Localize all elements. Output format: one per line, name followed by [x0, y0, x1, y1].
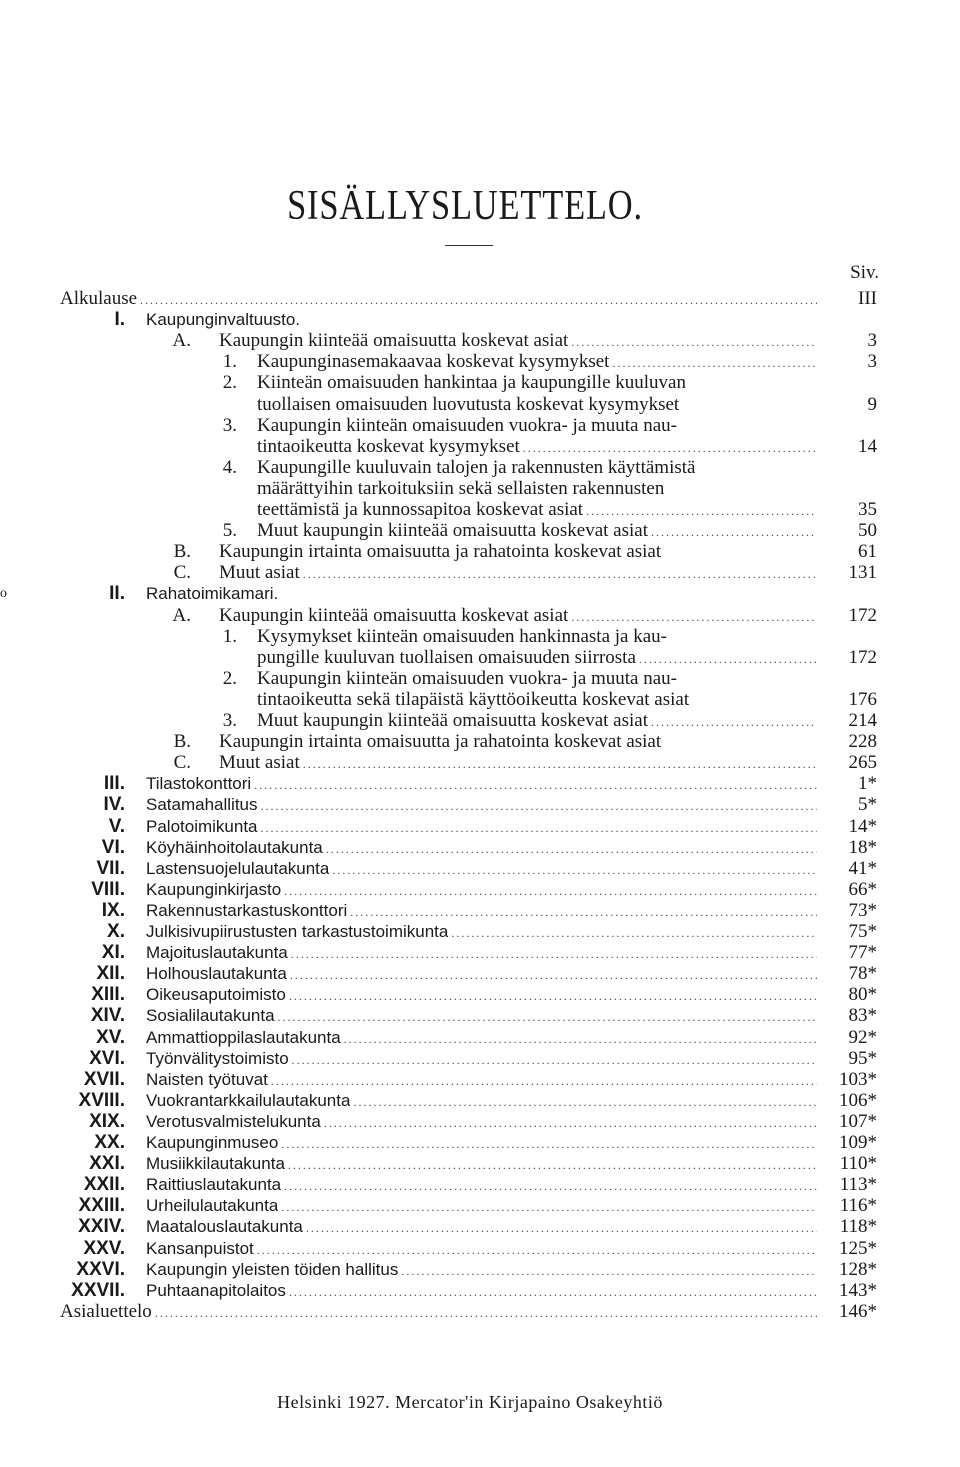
toc-entry: [0, 1153, 960, 1174]
toc-entry: [0, 1195, 960, 1216]
toc-entry-title: Kaupungin kiinteän omaisuuden vuokra- ja muuta nau-: [257, 414, 678, 436]
toc-entry-title: Palotoimikunta: [146, 816, 258, 836]
dot-leader: [306, 1218, 817, 1239]
toc-entry-page: 176: [848, 688, 877, 710]
toc-entry-number: XV.: [96, 1026, 125, 1048]
dot-leader: [254, 775, 817, 796]
toc-entry-title: Muut asiat: [219, 562, 300, 584]
toc-entry: [0, 330, 960, 351]
toc-entry-page: III: [858, 288, 877, 309]
toc-entry: [0, 1174, 960, 1195]
toc-entry-number: B.: [173, 541, 191, 563]
toc-entry-page: 73*: [848, 899, 877, 921]
toc-entry-number: XVIII.: [78, 1089, 125, 1111]
toc-entry-title: Lastensuojelulautakunta: [146, 858, 330, 878]
imprint-footer: Helsinki 1927. Mercator'in Kirjapaino Osakeyhtiö: [277, 1392, 663, 1412]
toc-entry-title: Musiikkilautakunta: [146, 1154, 285, 1174]
dot-leader: [639, 649, 817, 670]
toc-entry-page: 14: [858, 435, 877, 457]
dot-leader: [350, 902, 817, 923]
toc-entry: [0, 351, 960, 372]
toc-entry-page: 14*: [848, 815, 877, 837]
toc-entry-page: 41*: [848, 857, 877, 879]
toc-entry: [0, 626, 960, 647]
dot-leader: [257, 1240, 817, 1261]
toc-entry-number: B.: [173, 731, 191, 753]
toc-entry: [0, 372, 960, 393]
toc-entry-page: 75*: [848, 921, 877, 942]
toc-entry: [0, 984, 960, 1005]
toc-entry: [0, 794, 960, 815]
dot-leader: [292, 1050, 817, 1071]
toc-entry-number: A.: [172, 604, 191, 626]
toc-entry: [0, 1238, 960, 1259]
dot-leader: [289, 986, 817, 1007]
dot-leader: [571, 332, 817, 353]
toc-entry: [0, 605, 960, 626]
toc-entry-title: Vuokrantarkkailulautakunta: [146, 1090, 351, 1110]
toc-entry-page: 9: [867, 393, 877, 415]
toc-entry-page: 172: [848, 646, 877, 668]
toc-entry-page: 131: [848, 562, 877, 584]
toc-entry: [0, 1069, 960, 1090]
dot-leader: [332, 860, 817, 881]
dot-leader: [651, 522, 817, 543]
toc-entry-title: Satamahallitus: [146, 795, 258, 815]
toc-entry: [0, 562, 960, 583]
toc-entry: [0, 942, 960, 963]
toc-entry-title: Köyhäinhoitolautakunta: [146, 837, 323, 857]
page-column-header: Siv.: [850, 262, 879, 283]
dot-leader: [290, 965, 817, 986]
toc-entry-page: 107*: [839, 1110, 877, 1132]
toc-entry-page: 146*: [839, 1300, 877, 1322]
toc-entry: [0, 457, 960, 478]
toc-entry-number: XXI.: [89, 1153, 125, 1175]
toc-entry-title: Verotusvalmistelukunta: [146, 1111, 321, 1131]
toc-entry-title: teettämistä ja kunnossapitoa koskevat asiat: [257, 499, 584, 520]
dot-leader: [523, 438, 817, 459]
toc-entry-number: C.: [173, 752, 191, 774]
toc-entry-page: 18*: [848, 836, 877, 858]
toc-entry-number: XVI.: [89, 1047, 125, 1069]
dot-leader: [401, 1261, 817, 1282]
toc-entry-title: pungille kuuluvan tuollaisen omaisuuden siirrosta: [257, 646, 636, 668]
toc-entry-page: 143*: [839, 1279, 877, 1301]
toc-entry: [0, 415, 960, 436]
toc-entry-title: Muut kaupungin kiinteää omaisuutta koskevat asiat: [257, 520, 649, 542]
toc-entry-title: Kaupungin kiinteää omaisuutta koskevat asiat: [219, 330, 569, 352]
toc-entry-page: 228: [848, 731, 877, 753]
toc-entry-number: 3.: [222, 710, 237, 731]
toc-entry-page: 3: [867, 330, 877, 352]
toc-entry: [0, 288, 960, 309]
toc-entry-title: Työnvälitystoimisto: [146, 1048, 289, 1068]
toc-entry: [0, 499, 960, 520]
toc-entry-number: C.: [173, 562, 191, 584]
toc-entry-title: Oikeusaputoimisto: [146, 985, 286, 1005]
toc-entry: [0, 394, 960, 415]
toc-entry-number: XI.: [101, 942, 125, 964]
toc-entry-title: Kaupungin kiinteää omaisuutta koskevat asiat: [219, 604, 569, 626]
toc-entry-title: Kaupunginasemakaavaa koskevat kysymykset: [257, 351, 610, 373]
dot-leader: [571, 607, 817, 628]
toc-entry-title: Kaupungin irtainta omaisuutta ja rahatointa koskevat asiat: [219, 541, 662, 563]
toc-entry: [0, 1301, 960, 1322]
toc-entry-title: Kysymykset kiinteän omaisuuden hankinnasta ja kau-: [257, 625, 667, 647]
dot-leader: [303, 754, 817, 775]
toc-entry: [0, 731, 960, 752]
toc-entry-title: Kaupungin irtainta omaisuutta ja rahatointa koskevat asiat: [219, 731, 662, 753]
toc-entry: [0, 1132, 960, 1153]
toc-entry-page: 265: [848, 752, 877, 774]
toc-entry-page: 50: [858, 520, 877, 542]
toc-entry-page: 125*: [839, 1237, 877, 1259]
toc-entry-page: 92*: [848, 1026, 877, 1048]
dot-leader: [451, 923, 817, 944]
toc-entry-number: XIV.: [90, 1005, 125, 1027]
toc-entry-title: Rahatoimikamari.: [146, 584, 279, 604]
toc-entry-page: 77*: [848, 942, 877, 964]
toc-entry-number: XXV.: [83, 1237, 125, 1259]
dot-leader: [612, 353, 817, 374]
dot-leader: [281, 1197, 817, 1218]
toc-entry: [0, 710, 960, 731]
toc-entry-title: Kaupungille kuuluvain talojen ja rakennusten käyttämistä: [257, 456, 696, 478]
toc-entry-title: Holhouslautakunta: [146, 964, 287, 984]
toc-entry-title: Sosialilautakunta: [146, 1006, 275, 1026]
toc-entry-title: tuollaisen omaisuuden luovutusta koskevat kysymykset: [257, 393, 680, 415]
toc-entry: [0, 816, 960, 837]
dot-leader: [651, 712, 817, 733]
toc-entry: [0, 583, 960, 604]
dot-leader: [291, 944, 817, 965]
toc-entry-number: VII.: [96, 857, 125, 879]
toc-entry: [0, 647, 960, 668]
toc-entry-page: 214: [848, 710, 877, 731]
toc-entry-number: 3.: [222, 414, 237, 436]
toc-entry-title: Maatalouslautakunta: [146, 1217, 303, 1237]
toc-entry-number: XII.: [96, 963, 125, 985]
toc-entry: [0, 1259, 960, 1280]
toc-entry-number: 4.: [222, 456, 237, 478]
toc-entry-title: Asialuettelo: [60, 1300, 152, 1322]
toc-entry: [0, 773, 960, 794]
dot-leader: [288, 1155, 817, 1176]
toc-entry-title: Alkulause: [60, 288, 138, 309]
dot-leader: [353, 1092, 817, 1113]
dot-leader: [278, 1007, 817, 1028]
dot-leader: [303, 564, 817, 585]
dot-leader: [155, 1303, 817, 1324]
toc-entry-title: Julkisivupiirustusten tarkastustoimikunta: [146, 922, 449, 941]
toc-entry-title: Raittiuslautakunta: [146, 1175, 282, 1195]
toc-entry-title: Rakennustarkastuskonttori: [146, 900, 348, 920]
toc-entry-number: XXVII.: [71, 1279, 125, 1301]
dot-leader: [344, 1029, 817, 1050]
toc-entry: [0, 668, 960, 689]
toc-entry-title: tintaoikeutta koskevat kysymykset: [257, 435, 520, 457]
toc-entry-number: XXIII.: [78, 1195, 125, 1217]
dot-leader: [586, 501, 817, 522]
dot-leader: [284, 881, 817, 902]
toc-entry-title: Kaupungin yleisten töiden hallitus: [146, 1259, 399, 1279]
toc-entry-number: VIII.: [91, 878, 125, 900]
toc-entry-page: 106*: [839, 1089, 877, 1111]
dot-leader: [289, 1282, 817, 1303]
toc-entry-number: V.: [108, 815, 125, 837]
toc-entry-title: Puhtaanapitolaitos: [146, 1280, 286, 1300]
toc-entry-number: X.: [107, 921, 125, 942]
toc-entry-title: Kaupunginmuseo: [146, 1133, 279, 1152]
title-rule: [445, 245, 493, 246]
toc-entry-page: 103*: [839, 1068, 877, 1090]
toc-entry: [0, 963, 960, 984]
toc-entry-number: XXVI.: [76, 1258, 125, 1280]
toc-entry-page: 61: [858, 541, 877, 563]
toc-entry-title: Tilastokonttori: [146, 774, 252, 794]
dot-leader: [271, 1071, 817, 1092]
toc-entry-title: Kaupunginvaltuusto.: [146, 310, 301, 330]
toc-entry: [0, 436, 960, 457]
toc-entry: [0, 921, 960, 942]
page-title: SISÄLLYSLUETTELO.: [287, 183, 643, 229]
toc-entry: [0, 1216, 960, 1237]
dot-leader: [326, 839, 817, 860]
toc-entry-number: II.: [109, 583, 125, 605]
toc-entry-title: Ammattioppilaslautakunta: [146, 1027, 341, 1047]
toc-entry-page: 110*: [839, 1153, 877, 1175]
toc-entry: [0, 520, 960, 541]
dot-leader: [281, 1134, 817, 1155]
toc-entry-number: XXII.: [83, 1174, 125, 1196]
toc-entry-page: 35: [858, 499, 877, 520]
toc-entry: [0, 1048, 960, 1069]
toc-entry-number: I.: [114, 309, 125, 331]
toc-entry-number: XX.: [94, 1132, 125, 1153]
toc-entry-number: 2.: [222, 667, 237, 689]
toc-entry: [0, 1027, 960, 1048]
dot-leader: [284, 1176, 817, 1197]
toc-entry-title: Kaupunginkirjasto: [146, 879, 282, 899]
toc-entry-page: 3: [867, 351, 877, 373]
toc-entry-title: Kiinteän omaisuuden hankintaa ja kaupungille kuuluvan: [257, 372, 686, 394]
toc-entry-title: Naisten työtuvat: [146, 1069, 268, 1089]
toc-entry-number: 5.: [222, 520, 237, 542]
toc-entry-title: määrättyihin tarkoituksiin sekä sellaisten rakennusten: [257, 477, 665, 499]
toc-entry-page: 1*: [858, 773, 877, 795]
toc-entry-title: Muut asiat: [219, 752, 300, 774]
toc-entry-number: XIX.: [89, 1110, 125, 1132]
toc-entry: [0, 1280, 960, 1301]
toc-entry: [0, 478, 960, 499]
toc-entry-page: 83*: [848, 1005, 877, 1027]
toc-entry: [0, 879, 960, 900]
dot-leader: [261, 818, 817, 839]
toc-entry-title: Kansanpuistot: [146, 1238, 254, 1258]
toc-entry-title: Urheilulautakunta: [146, 1196, 279, 1216]
toc-entry: [0, 541, 960, 562]
toc-entry: [0, 1111, 960, 1132]
toc-entry-number: XXIV.: [78, 1216, 125, 1238]
toc-entry-title: Majoituslautakunta: [146, 943, 288, 963]
dot-leader: [261, 796, 817, 817]
toc-entry: [0, 752, 960, 773]
toc-entry-number: A.: [172, 330, 191, 352]
toc-entry-page: 95*: [848, 1047, 877, 1069]
toc-entry-number: VI.: [101, 836, 125, 858]
toc-entry-page: 5*: [858, 794, 877, 816]
toc-entry: [0, 900, 960, 921]
toc-entry-number: IV.: [103, 794, 125, 816]
toc-entry-number: 1.: [222, 351, 237, 373]
toc-entry-page: 118*: [839, 1216, 877, 1238]
toc-entry-number: IX.: [101, 899, 125, 921]
dot-leader: [140, 290, 817, 311]
toc-entry: [0, 837, 960, 858]
toc-entry-number: 1.: [222, 625, 237, 647]
toc-entry-page: 66*: [848, 878, 877, 900]
toc-entry: [0, 689, 960, 710]
toc-entry-page: 113*: [839, 1174, 877, 1196]
toc-entry: [0, 1005, 960, 1026]
toc-entry-number: XVII.: [83, 1068, 125, 1090]
toc-entry-title: Muut kaupungin kiinteää omaisuutta koskevat asiat: [257, 710, 649, 731]
toc-entry-number: III.: [103, 773, 125, 795]
toc-entry-page: 80*: [848, 984, 877, 1006]
toc-entry: [0, 1090, 960, 1111]
toc-entry-number: XIII.: [91, 984, 125, 1006]
dot-leader: [324, 1113, 817, 1134]
toc-entry-title: Kaupungin kiinteän omaisuuden vuokra- ja muuta nau-: [257, 667, 678, 689]
toc-entry-page: 109*: [839, 1132, 877, 1153]
toc-entry-title: tintaoikeutta sekä tilapäistä käyttöoikeutta koskevat asiat: [257, 688, 690, 710]
toc-entry: [0, 858, 960, 879]
toc-entry: [0, 309, 960, 330]
toc-entry-number: 2.: [222, 372, 237, 394]
toc-entry-page: 128*: [839, 1258, 877, 1280]
toc-entry-page: 116*: [839, 1195, 877, 1217]
margin-mark: o: [0, 586, 7, 601]
toc-entry-page: 78*: [848, 963, 877, 985]
toc-entry-page: 172: [848, 604, 877, 626]
